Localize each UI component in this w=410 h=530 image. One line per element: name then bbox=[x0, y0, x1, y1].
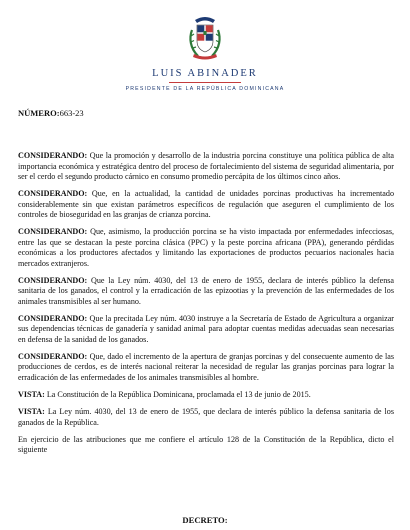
paragraph-label: VISTA: bbox=[18, 407, 45, 417]
decreto-heading: DECRETO: bbox=[182, 515, 228, 525]
paragraph-text: En ejercicio de las atribuciones que me confiere el artículo 128 de la Constitución de la República, dicto el siguiente bbox=[18, 434, 394, 455]
letterhead-subtitle: PRESIDENTE DE LA REPÚBLICA DOMINICANA bbox=[125, 86, 285, 92]
paragraph-text: La Constitución de la República Dominicana, proclamada el 13 de junio de 2015. bbox=[44, 390, 311, 400]
letterhead-name: LUIS ABINADER bbox=[152, 68, 258, 79]
paragraph-label: CONSIDERANDO: bbox=[18, 189, 88, 199]
letterhead-divider bbox=[169, 82, 241, 83]
paragraph-label: CONSIDERANDO: bbox=[18, 313, 88, 323]
closing-paragraph bbox=[18, 435, 394, 456]
paragraph-text: Que la precitada Ley núm. 4030 instruye a la Secretaría de Estado de Agricultura a organizar sus dependencias técnicas de ganadería y sanidad animal para adoptar cuentas medidas adecuadas sean necesarias en defensa de la sanidad de los ganados. bbox=[18, 313, 394, 344]
coat-of-arms-icon bbox=[186, 12, 224, 62]
paragraph-text: Que, en la actualidad, la cantidad de unidades porcinas productivas ha incrementado considerablemente sin que existan parámetros específicos de regulación que aseguren el cumplimiento de los controles de bioseguridad en las granjas de crianza porcina. bbox=[18, 189, 394, 220]
paragraph-label: CONSIDERANDO: bbox=[18, 227, 88, 237]
considerando-paragraph bbox=[18, 314, 394, 346]
considerando-paragraph bbox=[18, 151, 394, 183]
paragraph-text: Que, asimismo, la producción porcina se ha visto impactada por enfermedades infecciosas, entre las que se destacan la peste porcina clásica (PPC) y la peste porcina africana (PPA), generando pérdidas económicas a los productores afectados y limitando las exportaciones de productos pecuarios nacionales hacia mercados extranjeros. bbox=[18, 227, 394, 268]
paragraph-text: Que la Ley núm. 4030, del 13 de enero de 1955, declara de interés público la defensa sanitaria de los ganados, el control y la erradicación de las epizootias y la prevención de las enfermedades de los animales transmisibles al ser humano. bbox=[18, 275, 394, 306]
paragraph-text: Que la promoción y desarrollo de la industria porcina constituye una política pública de alta importancia económica y estratégica dentro del proceso de fortalecimiento del sistema de seguridad alimentaria, por ser el cerdo el segundo producto cárnico en consumo promedio percápita de los últimos cinco años. bbox=[18, 151, 394, 181]
paragraph-text: Que, dado el incremento de la apertura de granjas porcinas y del consecuente aumento de las producciones de cerdos, es de interés nacional reiterar la necesidad de regular las granjas porcinas para lograr la erradicación de las enfermedades de los animales transmisibles al hombre. bbox=[18, 351, 394, 382]
considerando-paragraph bbox=[18, 227, 394, 269]
vista-paragraph bbox=[18, 390, 394, 401]
considerando-paragraph bbox=[18, 189, 394, 221]
decree-number-value: 663-23 bbox=[59, 108, 84, 118]
paragraph-label: CONSIDERANDO: bbox=[18, 151, 88, 160]
vista-paragraph bbox=[18, 407, 394, 428]
decree-number-label: NÚMERO: bbox=[18, 108, 60, 118]
decree-number bbox=[18, 108, 84, 118]
paragraph-label: VISTA: bbox=[18, 390, 45, 400]
considerando-paragraph bbox=[18, 276, 394, 308]
paragraph-text: La Ley núm. 4030, del 13 de enero de 1955, que declara de interés público la defensa sanitaria de los ganados de la República. bbox=[18, 407, 394, 427]
decree-body bbox=[18, 151, 394, 462]
considerando-paragraph bbox=[18, 352, 394, 384]
paragraph-label: CONSIDERANDO: bbox=[18, 351, 88, 361]
paragraph-label: CONSIDERANDO: bbox=[18, 275, 88, 285]
letterhead bbox=[0, 12, 410, 92]
